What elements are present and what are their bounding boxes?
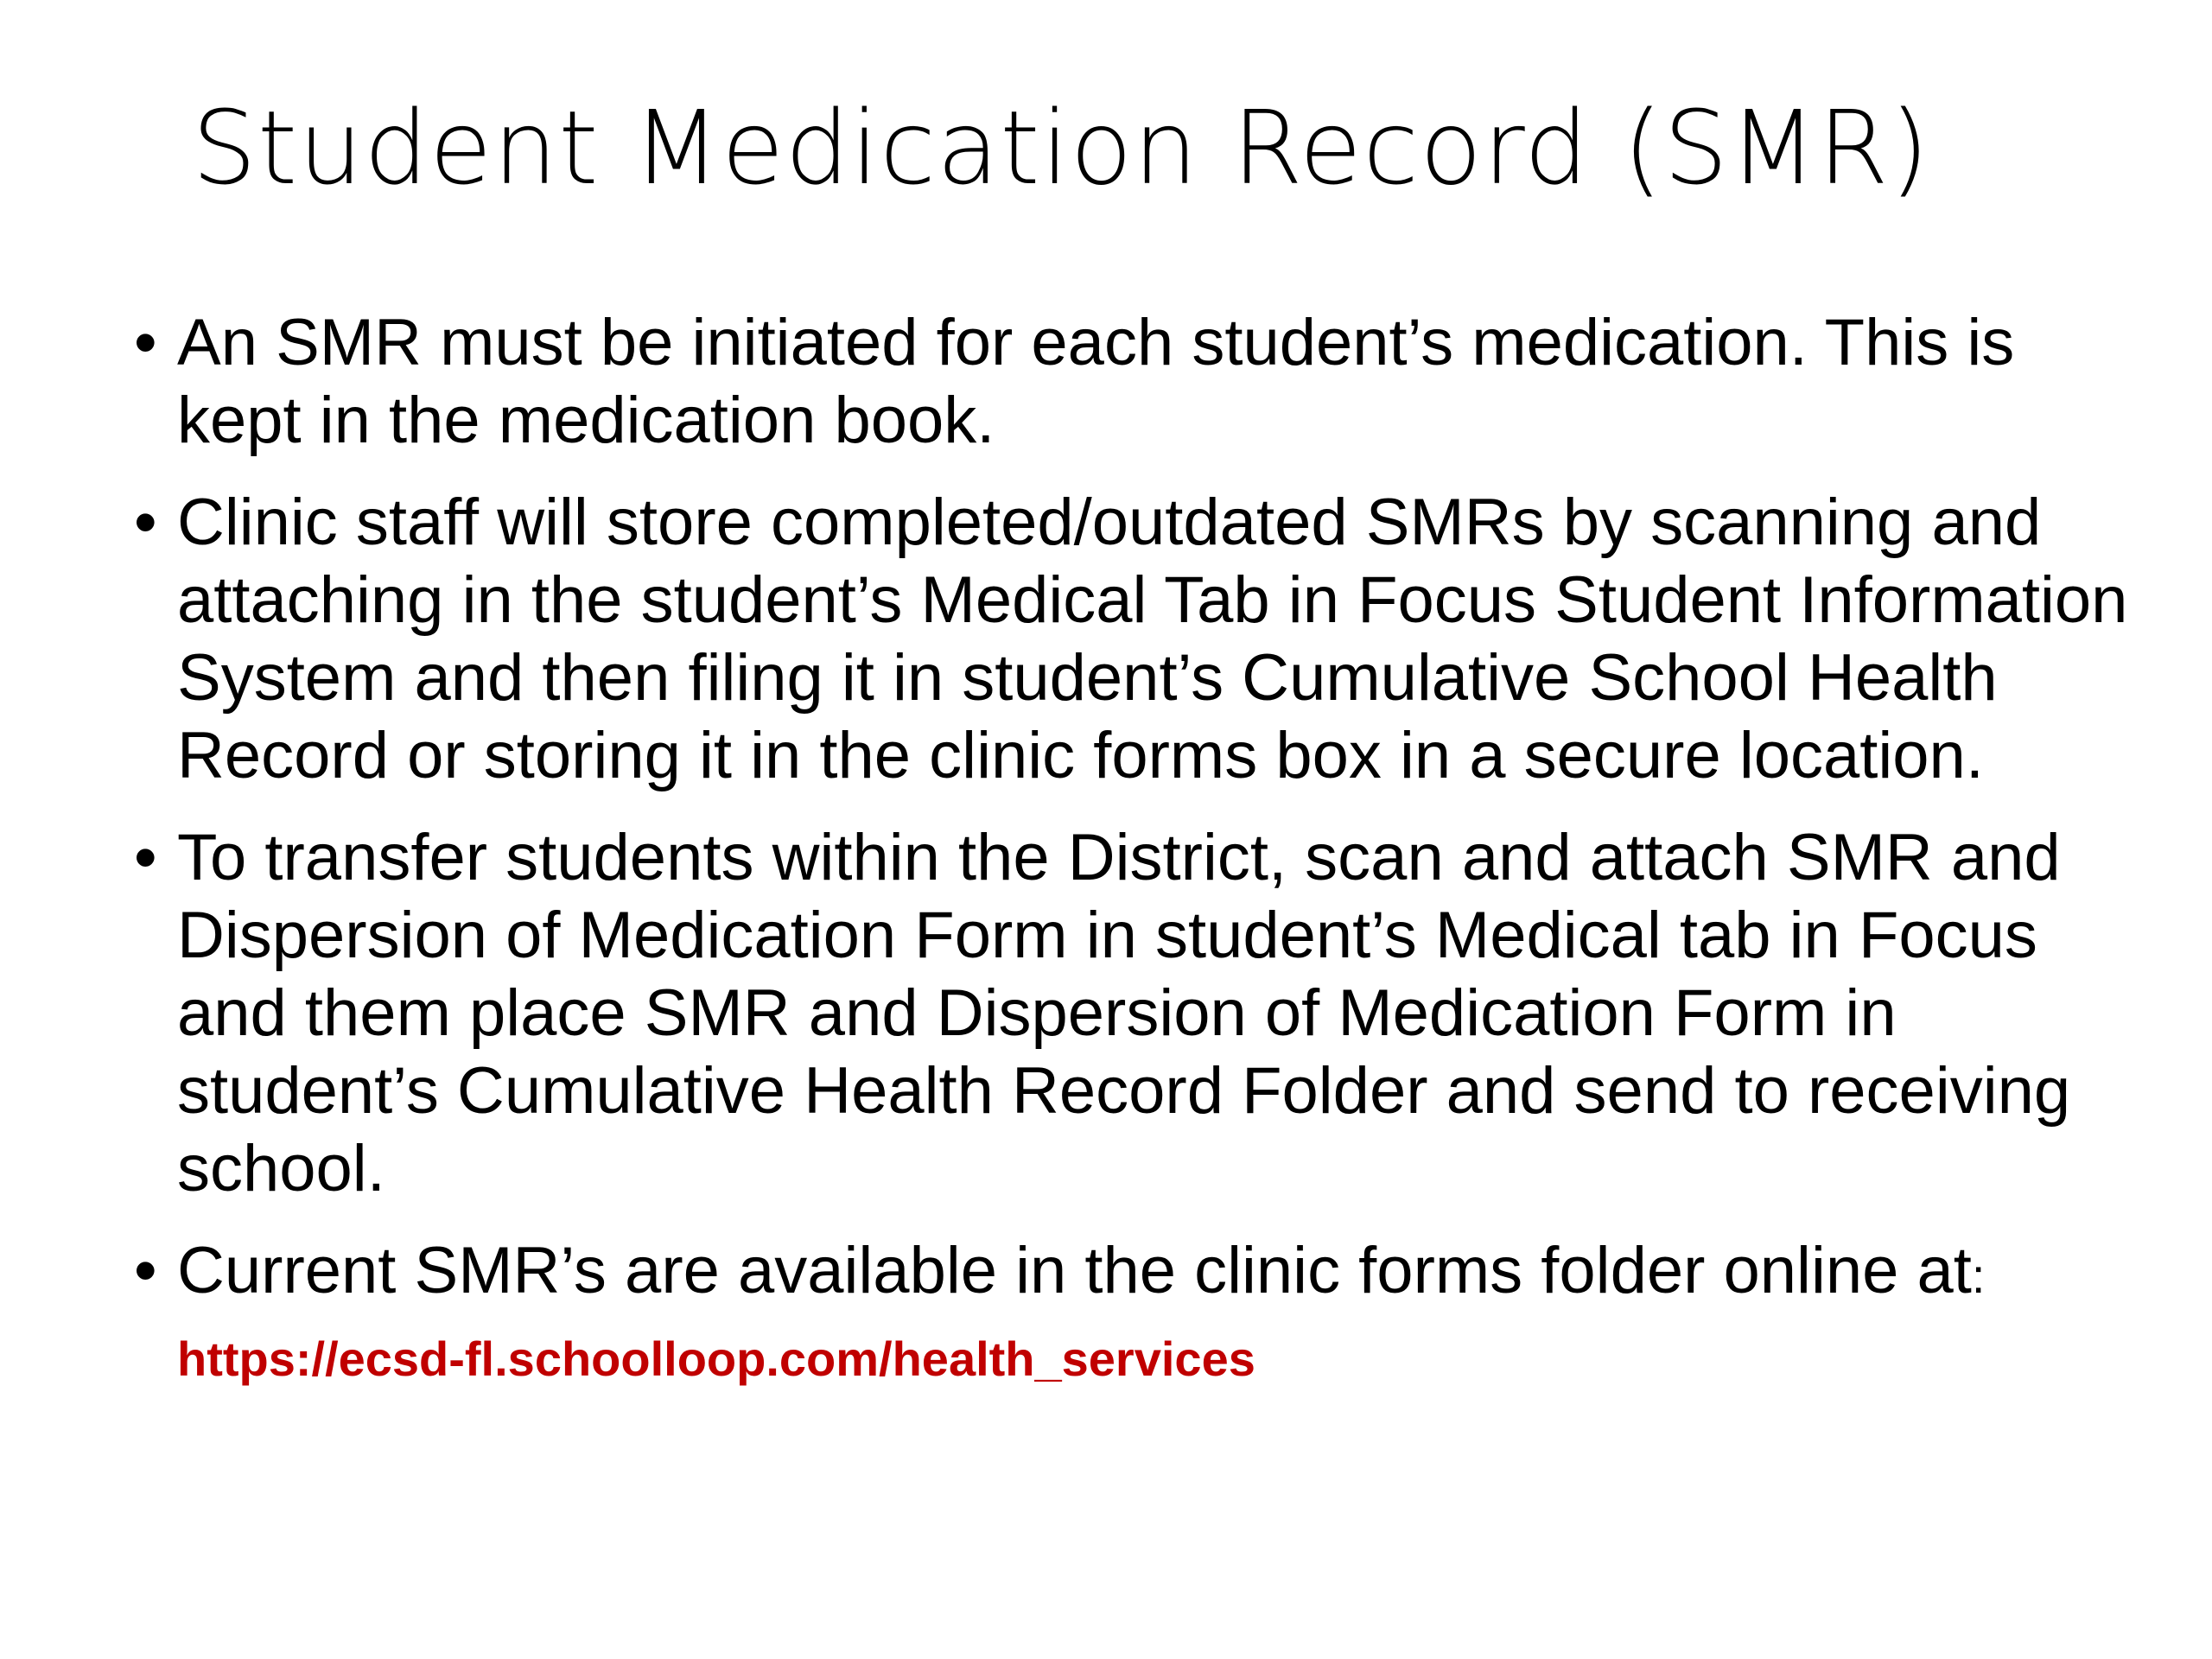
bullet-item [134,304,2147,460]
bullet-item [134,1232,2147,1398]
bullet-dot-icon: • [134,1234,157,1307]
bullet-dot-icon: • [134,486,157,559]
bullet-text: An SMR must be initiated for each student’s medication. This is kept in the medication book. [177,306,2015,457]
health-services-link[interactable]: https://ecsd-fl.schoolloop.com/health_services [177,1332,1255,1386]
bullet-item [134,484,2147,795]
bullet-text: To transfer students within the District, scan and attach SMR and Dispersion of Medication Form in student’s Medical tab in Focus and them place SMR and Dispersion of Medication Form in student’s Cumulative Health Record Folder and send to receiving school. [177,821,2071,1205]
bullet-dot-icon: • [134,306,157,379]
bullet-text [177,1232,2147,1398]
slide-title: Student Medication Record (SMR) [192,88,1930,207]
bullet-item [134,819,2147,1208]
bullet-text: Clinic staff will store completed/outdated SMRs by scanning and attaching in the student’s Medical Tab in Focus Student Information System and then filing it in student’s Cumulative School Health Record or storing it in the clinic forms box in a secure location. [177,486,2128,792]
url-prefix-text: Current SMR’s are available in the clinic forms folder online at [177,1234,1972,1307]
url-colon: : [1971,1249,1986,1303]
bullet-dot-icon: • [134,821,157,894]
bullet-list [134,304,2147,1422]
